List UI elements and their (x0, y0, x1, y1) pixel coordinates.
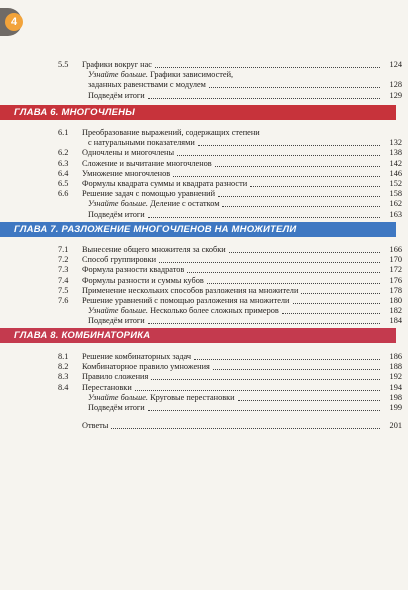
toc-entry-number: 5.5 (58, 60, 69, 69)
toc-entry-page: 163 (389, 209, 402, 219)
leader-dots (173, 172, 380, 177)
toc-entry-title (88, 393, 235, 403)
toc-entry-page: 176 (389, 275, 402, 285)
toc-entry-number: 6.3 (58, 158, 69, 168)
toc-entry-number: 7.6 (58, 296, 69, 305)
toc-entry-page: 142 (389, 158, 402, 168)
toc-entry (0, 159, 408, 169)
toc-entry-page: 194 (389, 382, 402, 392)
leader-dots (177, 151, 380, 156)
toc-entry-title: Графики вокруг нас (82, 60, 152, 69)
leader-dots (282, 309, 380, 314)
toc-entry-title: Применение нескольких способов разложения на множители (82, 285, 299, 295)
leader-dots (159, 258, 380, 263)
toc-entry-title: Формула разности квадратов (82, 265, 185, 275)
toc-entry-number: 8.1 (58, 352, 69, 361)
toc-entry-title (88, 199, 219, 209)
toc-entry (0, 421, 408, 431)
toc-entry (0, 80, 408, 90)
toc-entry-title: Решение комбинаторных задач (82, 352, 192, 361)
toc-entry-page: 158 (389, 189, 402, 199)
leader-dots (111, 424, 380, 429)
toc-entry (0, 91, 408, 101)
toc-entry-title: Умножение многочленов (82, 168, 171, 178)
toc-entry-number: 6.4 (58, 168, 69, 178)
toc-entry (0, 362, 408, 372)
toc-entry (0, 316, 408, 326)
toc-entry-title: Комбинаторное правило умножения (82, 362, 210, 372)
toc-entry-page: 124 (389, 60, 402, 69)
learn-more-label: Узнайте больше. (88, 70, 148, 80)
toc-entry (0, 210, 408, 220)
toc-entry-page: 178 (389, 285, 402, 295)
toc-entry (0, 70, 408, 80)
leader-dots (229, 248, 380, 253)
toc-entry (0, 352, 408, 362)
leader-dots (222, 202, 380, 207)
chapter-heading: ГЛАВА 6. МНОГОЧЛЕНЫ (0, 105, 396, 120)
toc-entry-page: 188 (389, 362, 402, 372)
learn-more-label: Узнайте больше. (88, 306, 148, 316)
learn-more-label: Узнайте больше. (88, 392, 148, 402)
learn-more-label: Узнайте больше. (88, 199, 148, 209)
toc-entry-title: Подведём итоги (88, 316, 145, 326)
toc-entry-title-rest: Круговые перестановки (148, 392, 235, 402)
toc-entry-page: 186 (389, 352, 402, 361)
leader-dots (148, 406, 380, 411)
leader-dots (151, 375, 380, 380)
toc-entry-number: 6.6 (58, 189, 69, 199)
toc-entry-title-rest: Несколько более сложных примеров (148, 306, 279, 316)
toc-entry (0, 189, 408, 199)
toc-entry-title: Формулы квадрата суммы и квадрата разности (82, 179, 248, 188)
toc-entry (0, 179, 408, 189)
toc-entry-page: 199 (389, 403, 402, 412)
toc-entry-page: 170 (389, 255, 402, 265)
toc-entry-title: Подведём итоги (88, 209, 145, 219)
toc-entry-page: 184 (389, 316, 402, 326)
toc-entry-title: Подведём итоги (88, 403, 145, 412)
leader-dots (194, 355, 380, 360)
toc-entry-number: 7.4 (58, 275, 69, 285)
leader-dots (148, 94, 380, 99)
leader-dots (238, 396, 380, 401)
toc-entry-title: Подведём итоги (88, 90, 145, 100)
toc-entry-number: 8.2 (58, 362, 69, 372)
toc-entry-title: Сложение и вычитание многочленов (82, 158, 212, 168)
leader-dots (155, 63, 380, 68)
toc-entry-number: 6.2 (58, 148, 69, 158)
toc-entry-title: заданных равенствами с модулем (88, 80, 206, 90)
leader-dots (135, 386, 380, 391)
toc-entry-page: 132 (389, 138, 402, 148)
toc-entry-number: 7.5 (58, 285, 69, 295)
toc-entry (0, 403, 408, 413)
toc-entry-title (88, 70, 233, 80)
toc-entry (0, 286, 408, 296)
leader-dots (293, 299, 380, 304)
toc-entry (0, 128, 408, 138)
toc-entry-number: 8.3 (58, 372, 69, 382)
leader-dots (187, 268, 380, 273)
toc-entry-number: 7.1 (58, 245, 69, 254)
leader-dots (250, 182, 380, 187)
toc-entry (0, 372, 408, 382)
toc-entry-title: Формулы разности и суммы кубов (82, 275, 204, 285)
toc-entry-page: 128 (389, 80, 402, 90)
toc-entry (0, 383, 408, 393)
leader-dots (207, 279, 380, 284)
toc-entry-number: 6.5 (58, 179, 69, 188)
toc-entry-title: Преобразование выражений, содержащих степени (82, 128, 260, 137)
chapter-heading: ГЛАВА 8. КОМБИНАТОРИКА (0, 328, 396, 343)
page-number: 4 (5, 13, 23, 31)
toc-entry-title: Перестановки (82, 382, 132, 392)
toc-entry-number: 8.4 (58, 382, 69, 392)
toc-entry-title-rest: Графики зависимостей, (148, 70, 234, 80)
toc-entry (0, 296, 408, 306)
toc-entry-number: 7.3 (58, 265, 69, 275)
toc-entry (0, 199, 408, 209)
toc-entry-title: с натуральными показателями (88, 138, 195, 148)
leader-dots (209, 83, 380, 88)
toc-entry (0, 265, 408, 275)
toc-entry-page: 146 (389, 168, 402, 178)
leader-dots (198, 141, 380, 146)
toc-entry (0, 393, 408, 403)
leader-dots (301, 289, 380, 294)
leader-dots (215, 162, 380, 167)
toc-entry-title: Одночлены и многочлены (82, 148, 175, 158)
toc-entry (0, 60, 408, 70)
leader-dots (148, 319, 380, 324)
toc-entry-page: 172 (389, 265, 402, 275)
chapter-heading: ГЛАВА 7. РАЗЛОЖЕНИЕ МНОГОЧЛЕНОВ НА МНОЖИТЕЛИ (0, 222, 396, 237)
toc-entry-page: 201 (389, 421, 402, 430)
toc-entry-page: 152 (389, 179, 402, 188)
toc-entry-page: 129 (389, 90, 402, 100)
toc-entry-title-rest: Деление с остатком (148, 199, 220, 209)
toc-entry-number: 6.1 (58, 128, 69, 137)
toc-entry-page: 182 (389, 306, 402, 316)
toc-entry (0, 255, 408, 265)
toc-entry (0, 169, 408, 179)
toc-entry-page: 138 (389, 148, 402, 158)
leader-dots (213, 365, 380, 370)
toc-entry (0, 148, 408, 158)
toc-entry-title: Правило сложения (82, 372, 149, 382)
toc-entry-page: 166 (389, 245, 402, 254)
toc-entry-title: Способ группировки (82, 255, 157, 265)
toc-entry-number: 7.2 (58, 255, 69, 265)
toc-entry-page: 162 (389, 199, 402, 209)
toc-entry (0, 306, 408, 316)
toc-entry (0, 138, 408, 148)
leader-dots (148, 213, 380, 218)
toc-entry-title (88, 306, 279, 316)
toc-entry-title: Вынесение общего множителя за скобки (82, 245, 226, 254)
toc-entry-page: 180 (389, 296, 402, 305)
leader-dots (218, 192, 380, 197)
toc-entry-page: 198 (389, 392, 402, 402)
toc-entry-title: Ответы (82, 421, 109, 430)
toc-entry (0, 245, 408, 255)
toc-entry (0, 276, 408, 286)
toc-entry-page: 192 (389, 372, 402, 382)
toc-entry-title: Решение задач с помощью уравнений (82, 189, 216, 199)
toc-entry-title: Решение уравнений с помощью разложения на множители (82, 296, 290, 305)
